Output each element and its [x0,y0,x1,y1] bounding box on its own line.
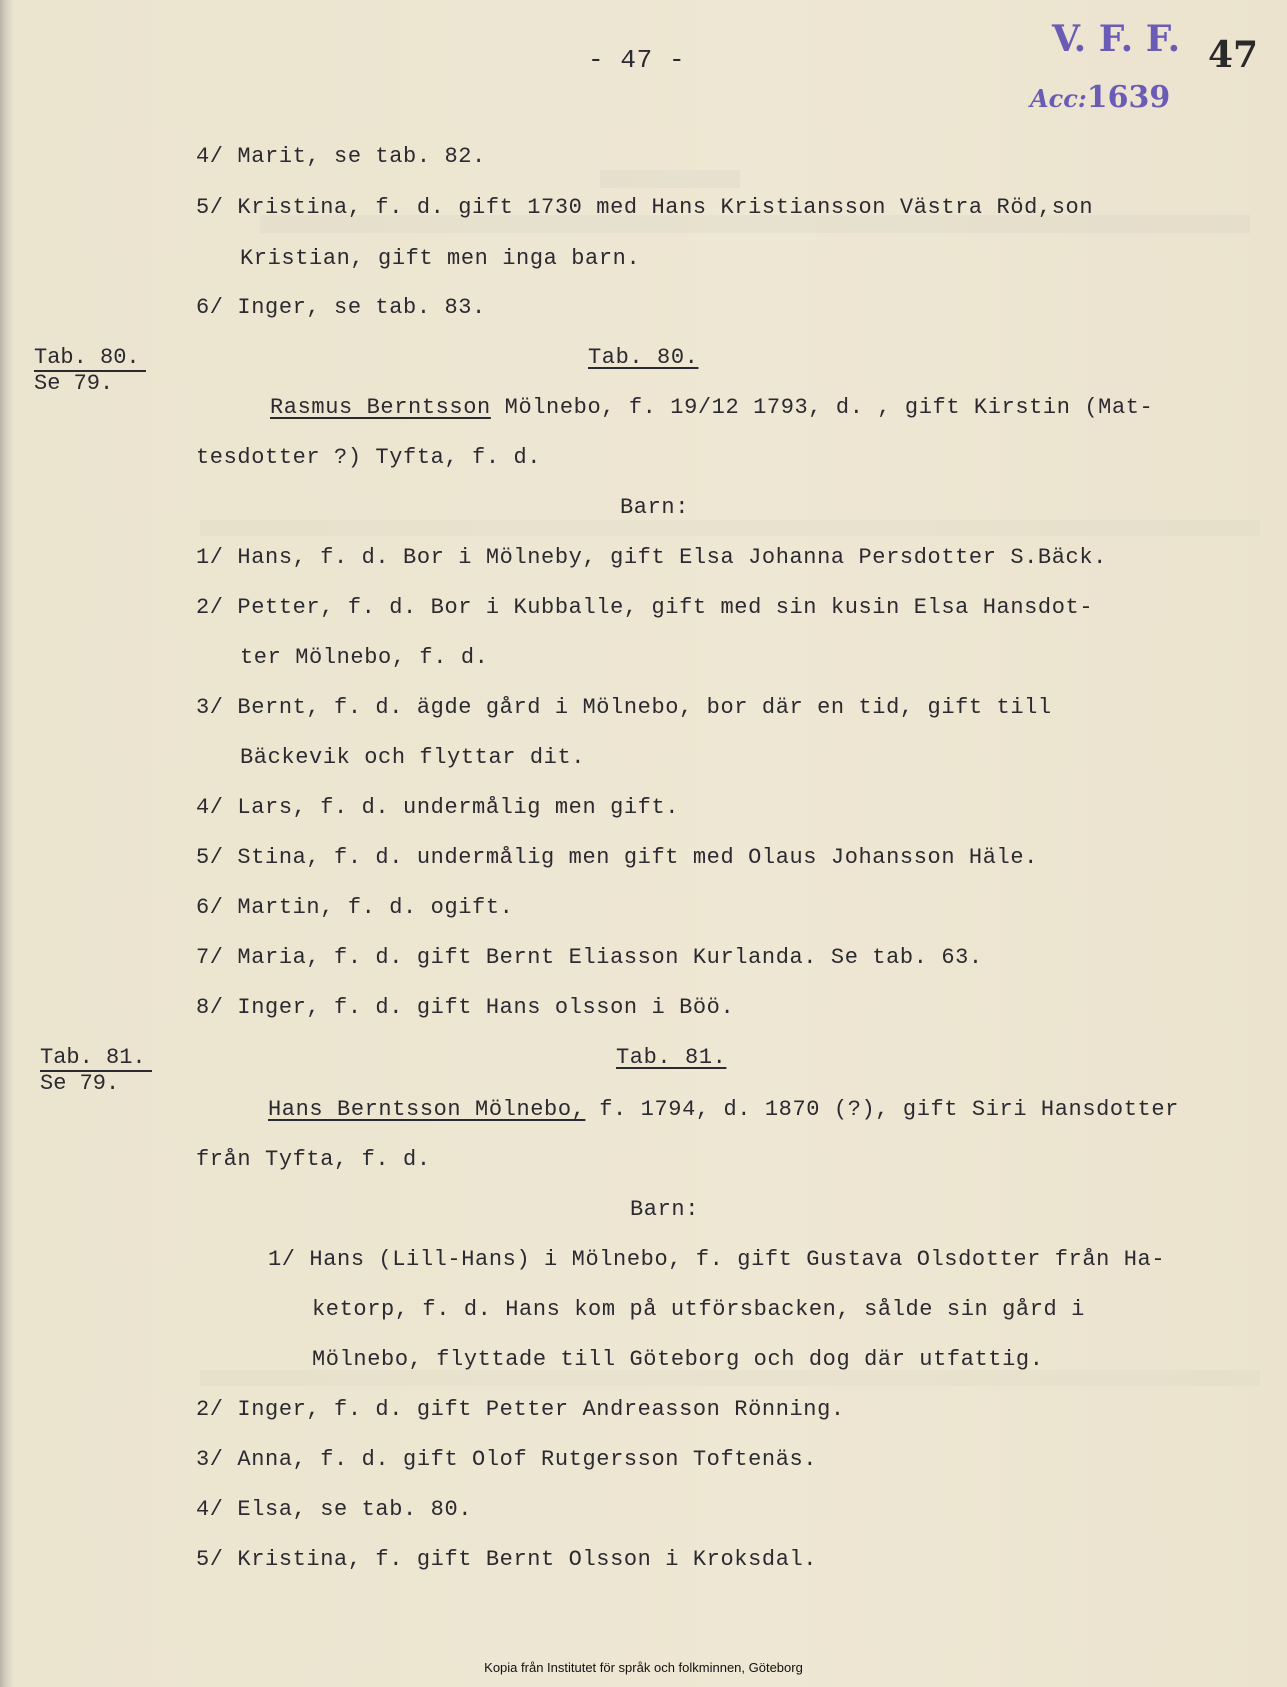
margin-tab-ref: Tab. 80. [34,346,146,372]
text-line: Kristian, gift men inga barn. [240,246,641,271]
page-number: 47 [1208,34,1259,76]
archive-stamp-acc [1030,80,1170,115]
person-details: Mölnebo, f. 19/12 1793, d. , gift Kirstin (Mat- [490,395,1154,420]
text-line: 4/ Marit, se tab. 82. [196,144,486,169]
margin-tab-ref: Tab. 81. [40,1046,152,1072]
person-name-underlined: Rasmus Berntsson [270,395,491,420]
stamp-acc-prefix: Acc: [1030,84,1087,113]
margin-note-tab80 [34,346,146,396]
person-name-underlined: Hans Berntsson Mölnebo, [268,1097,586,1122]
text-line: ter Mölnebo, f. d. [240,645,489,670]
text-line: 3/ Anna, f. d. gift Olof Rutgersson Toftenäs. [196,1447,818,1472]
children-heading: Barn: [620,495,690,520]
stamp-acc-number: 1639 [1086,80,1171,115]
text-line: Mölnebo, flyttade till Göteborg och dog där utfattig. [312,1347,1044,1372]
margin-see-ref: Se 79. [34,371,114,396]
person-details: f. 1794, d. 1870 (?), gift Siri Hansdotter [585,1097,1179,1122]
copy-footer: Kopia från Institutet för språk och folkminnen, Göteborg [484,1660,803,1675]
text-line: 4/ Lars, f. d. undermålig men gift. [196,795,680,820]
text-line: 2/ Petter, f. d. Bor i Kubballe, gift med sin kusin Elsa Hansdot- [196,595,1094,620]
text-line: 1/ Hans (Lill-Hans) i Mölnebo, f. gift Gustava Olsdotter från Ha- [268,1247,1166,1272]
margin-note-tab81 [40,1046,152,1096]
margin-see-ref: Se 79. [40,1071,120,1096]
text-line: 6/ Inger, se tab. 83. [196,295,486,320]
text-line: 8/ Inger, f. d. gift Hans olsson i Böö. [196,995,735,1020]
bleed-through-decoration [600,170,740,188]
text-line: 6/ Martin, f. d. ogift. [196,895,514,920]
text-line: 2/ Inger, f. d. gift Petter Andreasson Rönning. [196,1397,845,1422]
text-line: från Tyfta, f. d. [196,1147,431,1172]
text-line: 5/ Kristina, f. d. gift 1730 med Hans Kristiansson Västra Röd,son [196,195,1094,220]
text-line: 3/ Bernt, f. d. ägde gård i Mölnebo, bor där en tid, gift till [196,695,1052,720]
children-heading: Barn: [630,1197,700,1222]
bleed-through-decoration [200,520,1260,536]
text-line: 1/ Hans, f. d. Bor i Mölneby, gift Elsa Johanna Persdotter S.Bäck. [196,545,1107,570]
archive-stamp-line1: V. F. F. [1052,18,1181,60]
page-label: - 47 - [588,45,686,75]
text-line: tesdotter ?) Tyfta, f. d. [196,445,542,470]
text-line: ketorp, f. d. Hans kom på utförsbacken, sålde sin gård i [312,1297,1085,1322]
text-line: 7/ Maria, f. d. gift Bernt Eliasson Kurlanda. Se tab. 63. [196,945,983,970]
text-line: 4/ Elsa, se tab. 80. [196,1497,473,1522]
text-line: Bäckevik och flyttar dit. [240,745,586,770]
text-line: 5/ Kristina, f. gift Bernt Olsson i Kroksdal. [196,1547,818,1572]
section-heading: Tab. 81. [616,1045,727,1070]
text-line: 5/ Stina, f. d. undermålig men gift med Olaus Johansson Häle. [196,845,1038,870]
text-line [268,1096,1179,1124]
section-heading: Tab. 80. [588,345,699,370]
text-line [270,394,1153,422]
